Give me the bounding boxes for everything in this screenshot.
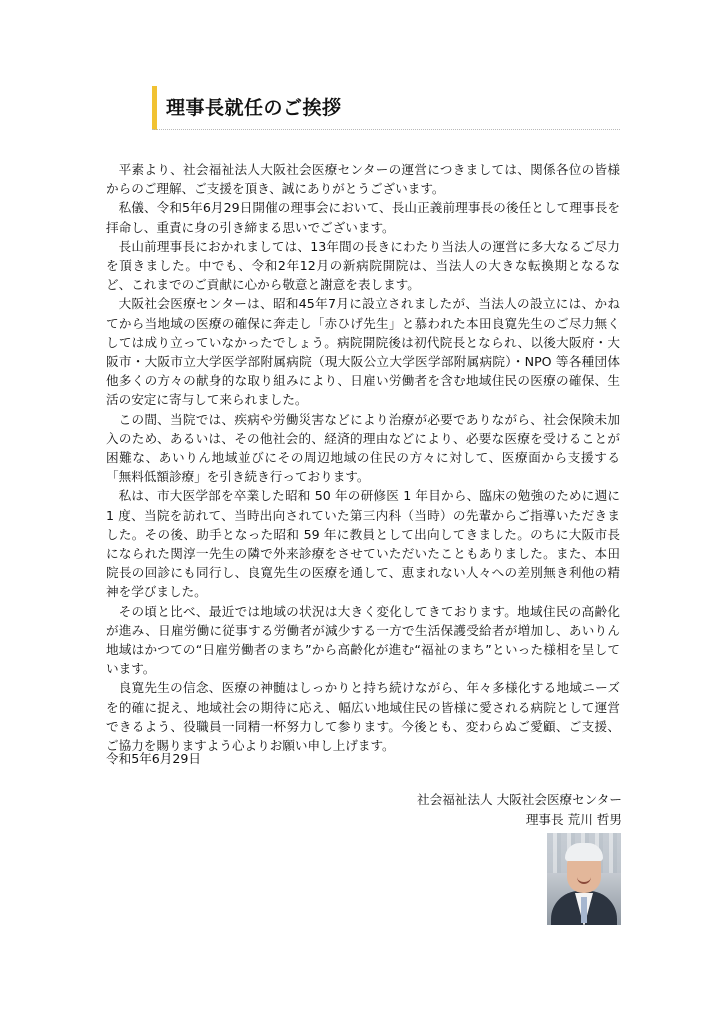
title-accent-bar xyxy=(152,86,157,130)
title-block xyxy=(152,86,620,130)
signature-name: 理事長 荒川 哲男 xyxy=(525,812,622,827)
paragraph-7: その頃と比べ、最近では地域の状況は大きく変化してきております。地域住民の高齢化が進み、日雇労働に従事する労働者が減少する一方で生活保護受給者が増加し、あいりん地域はかつての“日雇労働者のまち”から高齢化が進む“福祉のまち”といった様相を呈しています。 xyxy=(106,603,620,677)
paragraph-6: 私は、市大医学部を卒業した昭和 50 年の研修医 1 年目から、臨床の勉強のために週に 1 度、当院を訪れて、当時出向されていた第三内科（当時）の先輩からご指導いただきました。その後、助手となった昭和 59 年に教員として出向してきました。のちに大阪市長になられた関淳一先生の隣で外来診療をさせていただいたこともありました。また、本田院長の回診にも同行し、良寛先生の医療を通して、恵まれない人々への差別無き利他の精神を学びました。 xyxy=(106,488,620,600)
portrait-tie xyxy=(581,897,587,923)
paragraph-2: 私儀、令和5年6月29日開催の理事会において、長山正義前理事長の後任として理事長を拝命し、重責に身の引き締まる思いでございます。 xyxy=(106,200,620,235)
chairman-portrait-photo xyxy=(547,833,621,925)
paragraph-4: 大阪社会医療センターは、昭和45年7月に設立されましたが、当法人の設立には、かねてから当地域の医療の確保に奔走し「赤ひげ先生」と慕われた本田良寛先生のご尽力無くしては成り立っていなかったでしょう。病院開院後は初代院長となられ、以後大阪府・大阪市・大阪市立大学医学部附属病院（現大阪公立大学医学部附属病院）・NPO 等各種団体他多くの方々の献身的な取り組みにより、日雇い労働者を含む地域住民の医療の確保、生活の安定に寄与して来られました。 xyxy=(106,296,620,408)
signature-block xyxy=(417,790,622,830)
paragraph-3: 長山前理事長におかれましては、13年間の長きにわたり当法人の運営に多大なるご尽力を頂きました。中でも、令和2年12月の新病院開院は、当法人の大きな転換期となるなど、これまでのご貢献に心から敬意と謝意を表します。 xyxy=(106,238,620,293)
paragraph-1: 平素より、社会福祉法人大阪社会医療センターの運営につきましては、関係各位の皆様からのご理解、ご支援を頂き、誠にありがとうございます。 xyxy=(106,162,620,197)
letter-date: 令和5年6月29日 xyxy=(106,751,202,766)
title-divider xyxy=(152,129,620,130)
greeting-body xyxy=(106,160,620,755)
signature-organization: 社会福祉法人 大阪社会医療センター xyxy=(417,792,622,807)
portrait-hair xyxy=(565,843,603,861)
page-title: 理事長就任のご挨拶 xyxy=(166,97,342,119)
paragraph-8: 良寛先生の信念、医療の神髄はしっかりと持ち続けながら、年々多様化する地域ニーズを的確に捉え、地域社会の期待に応え、幅広い地域住民の皆様に愛される病院として運営できるよう、役職員一同精一杯努力して参ります。今後とも、変わらぬご愛顧、ご支援、ご協力を賜りますよう心よりお願い申し上げます。 xyxy=(106,680,620,754)
paragraph-5: この間、当院では、疾病や労働災害などにより治療が必要でありながら、社会保険未加入のため、あるいは、その他社会的、経済的理由などにより、必要な医療を受けることが困難な、あいりん地域並びにその周辺地域の住民の方々に対して、医療面から支援する「無料低額診療」を引き続き行っております。 xyxy=(106,411,620,485)
